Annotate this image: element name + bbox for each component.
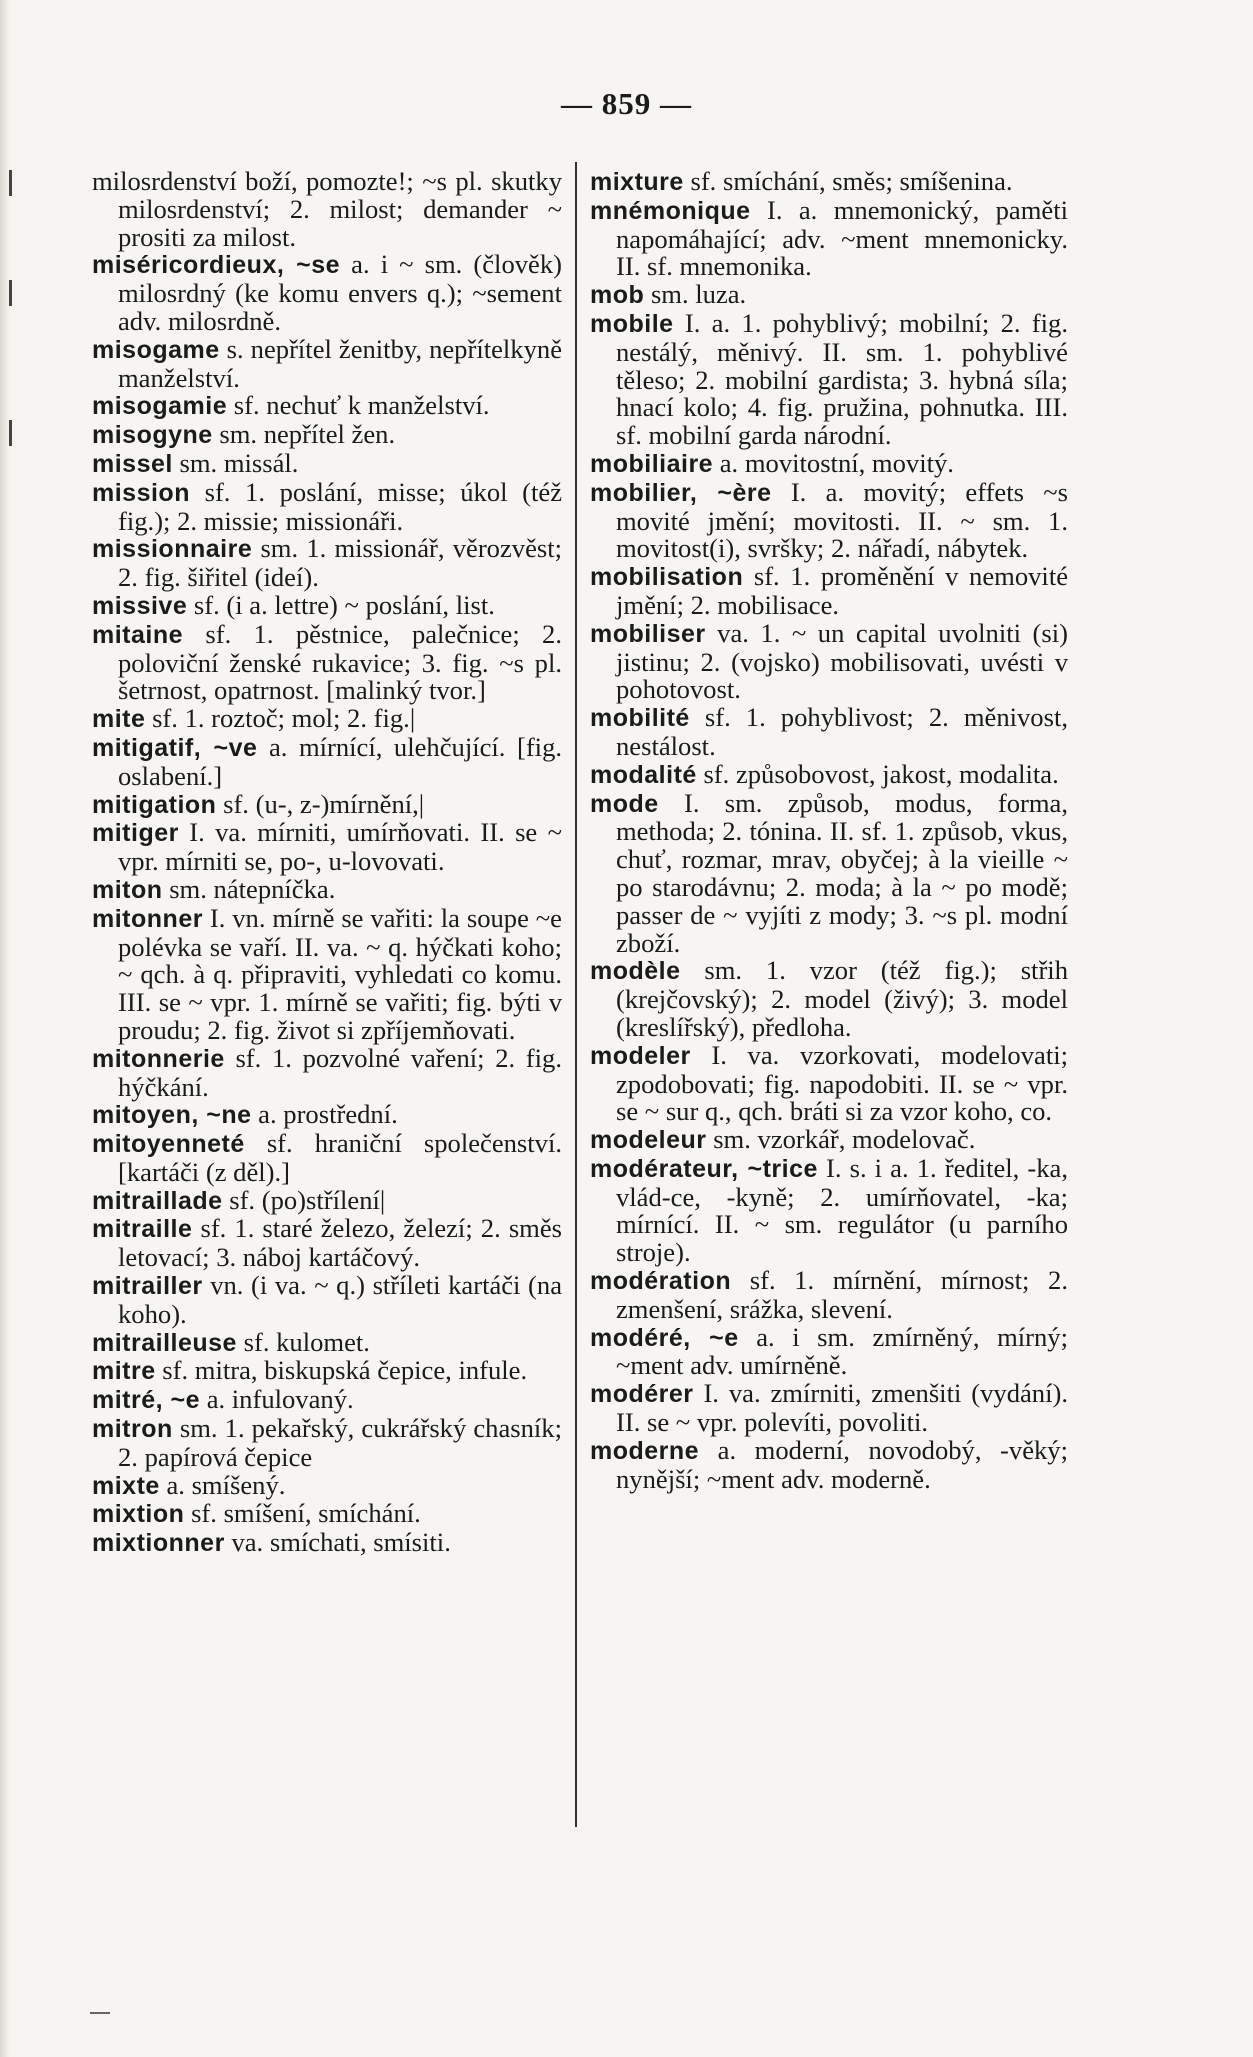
entry-text: sm. luza. [650, 279, 747, 310]
entry-headword: misogame [92, 335, 220, 364]
dictionary-entry [590, 1039, 1068, 1127]
entry-text: I. a. mnemonický, paměti napomáhající; adv. ~ment mnemonicky. II. sf. mnemonika. [616, 194, 1068, 282]
dictionary-entry [590, 194, 1068, 282]
dictionary-entry [590, 957, 1068, 1041]
entry-headword: modérateur, ~trice [590, 1154, 818, 1183]
entry-headword: mitonnerie [92, 1044, 225, 1073]
column-divider [575, 162, 577, 1827]
entry-headword: modérer [590, 1380, 694, 1409]
entry-headword: mitrailler [92, 1272, 203, 1301]
entry-headword: mode [590, 789, 659, 818]
entry-text: sf. mitra, biskupská čepice, infule. [162, 1355, 528, 1386]
entry-text: sm. 1. pekařský, cukrářský chasník; 2. papírová čepice [118, 1413, 562, 1472]
dictionary-entry [92, 902, 562, 1045]
dictionary-entry [92, 1326, 562, 1358]
entry-headword: mitraillade [92, 1186, 223, 1215]
entry-text: sf. nechuť k manželství. [233, 390, 490, 421]
entry-text: I. a. 1. pohyblivý; mobilní; 2. fig. nestálý, měnivý. II. sm. 1. pohyblivé těleso; 2. mobilní gardista; 3. hybná síla; hnací kolo; 4. fig. pružina, pohnutka. III. sf. mobilní garda národní. [616, 307, 1068, 451]
entry-text: a. infulovaný. [206, 1384, 354, 1415]
dictionary-entry [590, 758, 1068, 790]
entry-headword: modeleur [590, 1126, 707, 1155]
entry-headword: mnémonique [590, 196, 751, 225]
dictionary-entry [590, 1321, 1068, 1381]
entry-headword: mitoyenneté [92, 1130, 245, 1159]
right-column [590, 168, 1068, 1493]
entry-headword: modèle [590, 957, 681, 986]
entry-text: va. 1. ~ un capital uvolniti (si) jistinu; 2. (vojsko) mobilisovati, uvésti v pohotovost. [616, 617, 1068, 705]
gutter-mark [0, 170, 12, 196]
entry-text: I. s. i a. 1. ředitel, -ka, vlád-ce, -kyně; 2. umírňovatel, -ka; mírnící. II. ~ sm. regulátor (u parního stroje). [616, 1152, 1068, 1268]
entry-text: vn. (i va. ~ q.) stříleti kartáči (na koho). [118, 1270, 562, 1329]
dictionary-entry [590, 1267, 1068, 1324]
dictionary-entry [590, 476, 1068, 564]
entry-headword: moderne [590, 1436, 700, 1465]
dictionary-entry [92, 476, 562, 536]
gutter-mark [0, 280, 12, 306]
dictionary-entry [92, 1272, 562, 1329]
dictionary-entry [590, 447, 1068, 479]
entry-text: sf. 1. staré železo, železí; 2. směs letovací; 3. náboj kartáčový. [118, 1213, 563, 1273]
dictionary-entry [590, 563, 1068, 620]
entry-text: sf. hraniční společenství. [kartáči (z děl).] [118, 1128, 562, 1187]
entry-headword: miton [92, 875, 163, 904]
entry-text: sf. 1. pozvolné vaření; 2. fig. hýčkání. [118, 1042, 562, 1102]
entry-text: sf. kulomet. [243, 1326, 370, 1357]
entry-text: s. nepřítel ženitby, nepřítelkyně manželství. [118, 333, 562, 393]
entry-headword: mobiliaire [590, 449, 714, 478]
entry-headword: miséricordieux, ~se [92, 251, 341, 280]
entry-text: sm. 1. missionář, věrozvěst; 2. fig. šiřitel (ideí). [118, 533, 562, 593]
entry-headword: mobiliser [590, 619, 706, 648]
entry-headword: mitrailleuse [92, 1328, 237, 1357]
entry-text: a. movitostní, movitý. [719, 447, 954, 478]
dictionary-entry [92, 1415, 562, 1472]
entry-text: sm. vzorkář, modelovač. [713, 1124, 976, 1155]
entry-text: sm. nepřítel žen. [219, 419, 396, 450]
entry-headword: mixtionner [92, 1529, 225, 1558]
entry-text: sf. 1. poslání, misse; úkol (též fig.); 2. missie; missionáři. [118, 476, 562, 536]
entry-headword: modération [590, 1267, 732, 1296]
dictionary-entry [92, 1529, 562, 1558]
entry-headword: mitré, ~e [92, 1386, 201, 1415]
entry-text: sf. 1. mírnění, mírnost; 2. zmenšení, srážka, slevení. [616, 1265, 1068, 1324]
dictionary-entry [590, 307, 1068, 451]
dictionary-entry [92, 421, 562, 450]
entry-text: sm. 1. vzor (též fig.); střih (krejčovský); 2. model (živý); 3. model (kreslířský), předloha. [616, 955, 1068, 1042]
dictionary-entry [92, 731, 563, 791]
entry-text: sf. (u-, z-)mírnění,| [223, 788, 425, 819]
dictionary-entry [590, 704, 1068, 761]
entry-headword: missionnaire [92, 535, 253, 564]
entry-headword: mite [92, 705, 146, 734]
entry-headword: mobilier, ~ère [590, 478, 772, 507]
entry-headword: mitonner [92, 904, 203, 933]
entry-text: I. vn. mírně se vařiti: la soupe ~e polévka se vaří. II. va. ~ q. hýčkati koho; ~ qch. à q. připraviti, vyhledati co komu. III. se ~ vpr. 1. mírně se vařiti; fig. býti v proudu; 2. fig. život si zpříjemňovati. [118, 902, 562, 1045]
entry-headword: mixture [590, 168, 684, 196]
dictionary-entry [92, 1386, 562, 1415]
dictionary-entry [92, 333, 562, 393]
dictionary-entry [590, 1434, 1068, 1494]
dictionary-entry [590, 787, 1068, 958]
dictionary-entry [92, 1101, 562, 1130]
entry-text: sf. 1. proměnění v nemovité jmění; 2. mobilisace. [616, 561, 1069, 620]
gutter-mark [0, 420, 12, 446]
dictionary-entry [92, 1215, 562, 1272]
entry-headword: mobilité [590, 704, 690, 733]
entry-headword: mobilisation [590, 563, 744, 592]
dictionary-entry [92, 447, 562, 479]
dictionary-entry [92, 1184, 562, 1216]
entry-headword: mixtion [92, 1500, 185, 1529]
entry-text: sf. smíšení, smíchání. [191, 1498, 421, 1529]
dictionary-entry [590, 168, 1068, 197]
entry-headword: mitigation [92, 790, 217, 819]
entry-headword: mitigatif, ~ve [92, 733, 258, 762]
entry-text: I. va. zmírniti, zmenšiti (vydání). II. se ~ vpr. polevíti, povoliti. [616, 1378, 1068, 1438]
entry-text: sf. smíchání, směs; smíšenina. [690, 166, 1013, 196]
entry-headword: mitaine [92, 620, 184, 649]
entry-text: a. i ~ sm. (člověk) milosrdný (ke komu envers q.); ~sement adv. milosrdně. [118, 249, 562, 336]
entry-text: sf. 1. pěstnice, palečnice; 2. poloviční ženské rukavice; 3. fig. ~s pl. šetrnost, opatrnost. [malinký tvor.] [118, 618, 562, 706]
entry-headword: mission [92, 478, 190, 507]
page-number: — 859 — [561, 86, 692, 121]
entry-text: I. va. vzorkovati, modelovati; zpodobovati; fig. napodobiti. II. se ~ vpr. se ~ sur q., qch. bráti si za vzor koho, co. [616, 1039, 1068, 1127]
entry-text: a. mírnící, ulehčující. [fig. oslabení.] [118, 731, 563, 791]
dictionary-entry [92, 873, 562, 905]
entry-text: va. smíchati, smísiti. [231, 1527, 451, 1558]
dictionary-entry [92, 251, 562, 335]
entry-text: sf. způsobovost, jakost, modalita. [703, 758, 1059, 789]
entry-text: a. moderní, novodobý, -věký; nynější; ~ment adv. moderně. [616, 1434, 1068, 1494]
entry-text: a. smíšený. [166, 1469, 286, 1500]
left-column [92, 168, 562, 1558]
dictionary-entry [590, 617, 1068, 705]
entry-text: a. i sm. zmírněný, mírný; ~ment adv. umírněně. [616, 1321, 1068, 1381]
entry-headword: mob [590, 281, 645, 310]
dictionary-entry [92, 705, 562, 734]
entry-text: I. sm. způsob, modus, forma, methoda; 2. tónina. II. sf. 1. způsob, vkus, chuť, rozmar, mrav, obyčej; à la vieille ~ po starodávnu; 2. moda; à la ~ po modě; passer de ~ vyjíti z mody; 3. ~s pl. modní zboží. [616, 787, 1068, 958]
entry-text: sm. nátepníčka. [169, 873, 336, 904]
dictionary-entry [92, 168, 562, 251]
dictionary-entry [92, 1469, 562, 1501]
dictionary-entry [92, 1130, 562, 1187]
dictionary-entry [92, 1357, 562, 1386]
entry-text: sf. (po)střílení| [229, 1184, 386, 1215]
entry-headword: modéré, ~e [590, 1323, 739, 1352]
entry-text: I. a. movitý; effets ~s movité jmění; movitosti. II. ~ sm. 1. movitost(i), svršky; 2. nářadí, nábytek. [616, 476, 1068, 564]
dictionary-entry [92, 589, 562, 621]
entry-headword: mitre [92, 1357, 156, 1386]
entry-headword: mixte [92, 1471, 160, 1500]
entry-text: a. prostřední. [258, 1099, 398, 1130]
entry-headword: modeler [590, 1041, 691, 1070]
entry-headword: mitoyen, ~ne [92, 1101, 252, 1130]
entry-text: sm. missál. [179, 447, 299, 478]
bottom-mark [90, 2012, 110, 2014]
entry-text: I. va. mírniti, umírňovati. II. se ~ vpr. mírniti se, po-, u-lovovati. [118, 817, 562, 877]
dictionary-entry [92, 618, 562, 706]
entry-headword: missel [92, 449, 173, 478]
entry-text: milosrdenství boží, pomozte!; ~s pl. skutky milosrdenství; 2. milost; demander ~ prositi za milost. [92, 166, 562, 252]
entry-headword: misogyne [92, 421, 213, 450]
entry-text: sf. 1. pohyblivost; 2. měnivost, nestálost. [616, 702, 1068, 761]
page-gutter-edge [0, 0, 10, 2057]
entry-headword: mitron [92, 1415, 173, 1444]
entry-headword: mitiger [92, 819, 179, 848]
entry-text: sf. (i a. lettre) ~ poslání, list. [193, 589, 495, 620]
dictionary-entry [92, 788, 562, 820]
dictionary-entry [92, 535, 562, 592]
dictionary-entry [590, 1126, 1068, 1155]
dictionary-entry [590, 1152, 1068, 1268]
entry-headword: missive [92, 591, 188, 620]
entry-headword: misogamie [92, 392, 228, 421]
dictionary-entry [590, 281, 1068, 310]
dictionary-entry [92, 819, 562, 876]
entry-headword: mobile [590, 309, 674, 338]
entry-headword: modalité [590, 760, 697, 789]
entry-text: sf. 1. roztoč; mol; 2. fig.| [152, 703, 416, 734]
dictionary-entry [92, 392, 562, 421]
dictionary-entry [590, 1380, 1068, 1437]
entry-headword: mitraille [92, 1215, 193, 1244]
dictionary-entry [92, 1500, 562, 1529]
dictionary-entry [92, 1042, 562, 1102]
